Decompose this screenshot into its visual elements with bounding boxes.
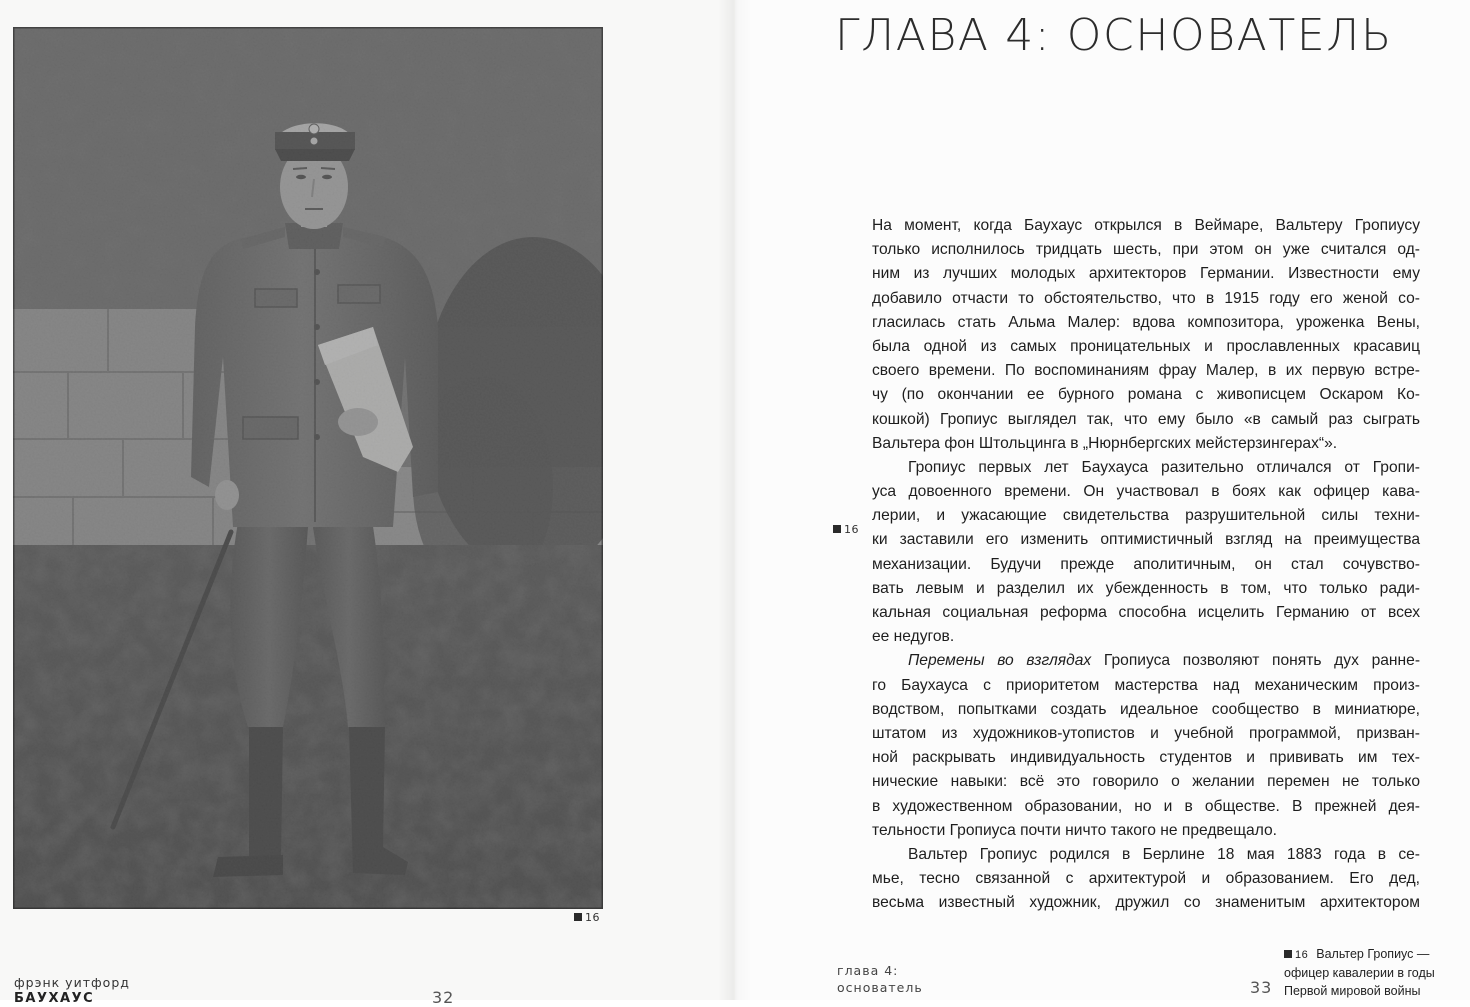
text-line: водством, попытками создать идеальное сообщество в миниатюре,	[872, 700, 1420, 718]
text-line: только исполнилось тридцать шесть, при этом он уже считался од-	[872, 241, 1420, 259]
gutter-shadow	[718, 0, 752, 1000]
text-line: лерии, и ужасающие свидетельства разрушительной силы техни-	[872, 507, 1420, 525]
text-line: Вальтер Гропиус родился в Берлине 18 мая 1883 года в се-	[908, 845, 1420, 863]
text-line: тельности Гропиуса почти ничто такого не предвещало.	[872, 821, 1277, 839]
text-line: уса довоенного времени. Он участвовал в боях как офицер кава-	[872, 483, 1420, 501]
text-line: ной раскрывать индивидуальность студентов и прививать им тех-	[872, 749, 1420, 767]
text-line: вать левым и разделил их убежденность в том, что только ради-	[872, 579, 1420, 597]
text-line: кошкой) Гропиус выглядел так, что ему было «в самый раз сыграть	[872, 410, 1420, 428]
text-line: Вальтера фон Штольцинга в „Нюрнбергских мейстерзингерах“».	[872, 434, 1338, 452]
left-page-number: 32	[432, 988, 455, 1007]
side-reference: 16	[833, 523, 859, 536]
text-line: весьма известный художник, дружил со знаменитым архитектором	[872, 894, 1420, 912]
book-title: БАУХАУС	[14, 991, 95, 1006]
square-marker-icon	[574, 913, 582, 921]
text-line: штатом из художников-утопистов и учебной программой, призван-	[872, 724, 1420, 742]
text-line: была одной из самых проницательных и прославленных красавиц	[872, 337, 1420, 355]
text-line: Гропиус первых лет Баухауса разительно отличался от Гропи-	[908, 458, 1420, 476]
chapter-title: ГЛАВА 4: ОСНОВАТЕЛЬ	[835, 10, 1393, 61]
gropius-photo	[13, 27, 603, 909]
text-line: На момент, когда Баухаус открылся в Веймаре, Вальтеру Гропиусу	[872, 217, 1420, 234]
right-page-number: 33	[1250, 978, 1273, 997]
footer-chapter-number: глава 4:	[837, 963, 899, 978]
author-name: фрэнк уитфорд	[14, 975, 130, 990]
text-line: в художественном образовании, но и в обществе. В прежней дея-	[872, 797, 1420, 815]
caption-reference: 16	[1295, 949, 1309, 961]
text-line: чу (по окончании ее бурного романа с живописцем Оскаром Ко-	[872, 386, 1420, 404]
text-line: механизации. Будучи прежде аполитичным, он стал сочувство-	[872, 555, 1420, 573]
photo-reference: 16	[574, 911, 600, 924]
caption-line: 16 Вальтер Гропиус —	[1284, 945, 1456, 964]
text-line: своего времени. По воспоминаниям фрау Малер, в их первую встре-	[872, 362, 1420, 380]
text-line	[872, 649, 1420, 673]
text-line: гласилась стать Альма Малер: вдова композитора, уроженка Вены,	[872, 313, 1420, 331]
text-line: ее недугов.	[872, 628, 955, 646]
italic-phrase: Перемены во взглядах	[908, 652, 1092, 670]
text-line: го Баухауса с приоритетом мастерства над механическим произ-	[872, 676, 1420, 694]
caption-line: Первой мировой войны	[1284, 984, 1421, 998]
body-text	[872, 214, 1420, 915]
text-line: нические навыки: всё это говорило о желании перемен не только	[872, 773, 1420, 791]
running-footer	[837, 962, 923, 996]
square-marker-icon	[833, 525, 841, 533]
footer-chapter-name: основатель	[837, 980, 923, 995]
text-line: ки заставили его изменить оптимистичный взгляд на преимущества	[872, 531, 1420, 549]
text-line: мье, тесно связанной с архитектурой и образованием. Его дед,	[872, 870, 1420, 888]
square-marker-icon	[1284, 950, 1292, 958]
text-line: добавило отчасти то обстоятельство, что в 1915 году его женой со-	[872, 289, 1420, 307]
text-line: ним из лучших молодых архитекторов Германии. Известности ему	[872, 265, 1420, 283]
caption-line: офицер кавалерии в годы	[1284, 966, 1435, 980]
photo-caption	[1284, 945, 1456, 1000]
text-line: кальная социальная реформа способна исцелить Германию от всех	[872, 604, 1420, 621]
text-line-rest: Гропиуса позволяют понять дух ранне-	[1091, 652, 1421, 670]
